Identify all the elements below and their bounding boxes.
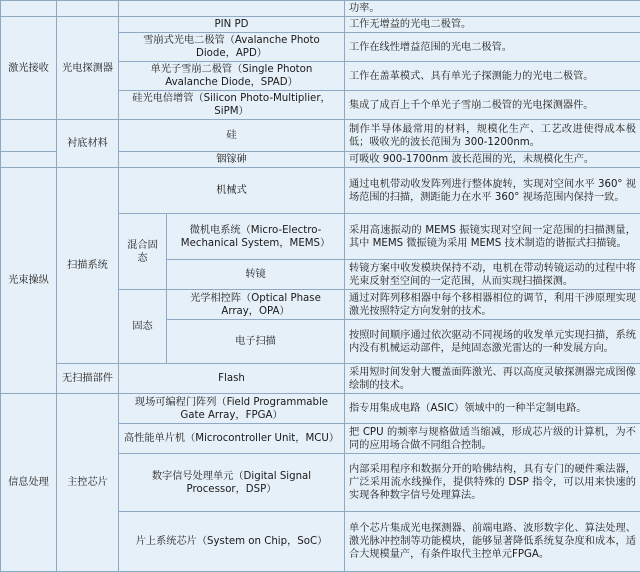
item-cell: 单光子雪崩二极管（Single Photon Avalanche Diode，SPAD） bbox=[119, 62, 345, 91]
table-row bbox=[1, 364, 640, 394]
item-cell: 机械式 bbox=[119, 168, 345, 214]
cell-empty bbox=[57, 1, 119, 17]
item-cell: 片上系统芯片（System on Chip，SoC） bbox=[119, 512, 345, 572]
subcategory-cell: 衬底材料 bbox=[57, 120, 119, 168]
description-cell: 转镜方案中收发模块保持不动，电机在带动转镜运动的过程中将光束反射至空间的一定范围，从而实现扫描探测。 bbox=[345, 260, 640, 290]
description-cell: 功率。 bbox=[345, 1, 640, 17]
item-cell: 光学相控阵（Optical Phase Array，OPA） bbox=[167, 290, 345, 320]
description-cell: 工作在盖革模式、具有单光子探测能力的光电二极管。 bbox=[345, 62, 640, 91]
description-cell: 通过电机带动收发阵列进行整体旋转，实现对空间水平 360° 视场范围的扫描，测距能力在水平 360° 视场范围内保持一致。 bbox=[345, 168, 640, 214]
cell-empty bbox=[119, 1, 345, 17]
subcategory-cell: 扫描系统 bbox=[57, 168, 119, 364]
description-cell: 集成了成百上千个单光子雪崩二极管的光电探测器件。 bbox=[345, 91, 640, 120]
cell-empty bbox=[1, 120, 57, 152]
description-cell: 按照时间顺序通过依次驱动不同视场的收发单元实现扫描，系统内没有机械运动部件，是纯固态激光雷达的一种发展方向。 bbox=[345, 320, 640, 364]
cell-empty bbox=[1, 152, 57, 168]
description-cell: 通过对阵列移相器中每个移相器相位的调节，利用干涉原理实现激光按照特定方向发射的技术。 bbox=[345, 290, 640, 320]
item-cell: 微机电系统（Micro-Electro-Mechanical System，MEMS） bbox=[167, 214, 345, 260]
subcategory-cell: 光电探测器 bbox=[57, 17, 119, 120]
type-cell: 混合固态 bbox=[119, 214, 167, 290]
description-cell: 制作半导体最常用的材料，规模化生产、工艺改进使得成本极低；吸收光的波长范围为 300-1200nm。 bbox=[345, 120, 640, 152]
subcategory-cell: 无扫描部件 bbox=[57, 364, 119, 394]
item-cell: PIN PD bbox=[119, 17, 345, 33]
description-cell: 工作在线性增益范围的光电二极管。 bbox=[345, 33, 640, 62]
subcategory-cell: 主控芯片 bbox=[57, 394, 119, 572]
description-cell: 指专用集成电路（ASIC）领域中的一种半定制电路。 bbox=[345, 394, 640, 424]
item-cell: 数字信号处理单元（Digital Signal Processor，DSP） bbox=[119, 454, 345, 512]
cell-empty bbox=[1, 1, 57, 17]
item-cell: 高性能单片机（Microcontroller Unit，MCU） bbox=[119, 424, 345, 454]
table-row bbox=[1, 168, 640, 214]
category-cell: 光束操纵 bbox=[1, 168, 57, 394]
category-cell: 激光接收 bbox=[1, 17, 57, 120]
type-cell: 固态 bbox=[119, 290, 167, 364]
item-cell: 铟镓砷 bbox=[119, 152, 345, 168]
description-cell: 把 CPU 的频率与规格做适当缩减，形成芯片级的计算机，为不同的应用场合做不同组合控制。 bbox=[345, 424, 640, 454]
description-cell: 单个芯片集成光电探测器、前端电路、波形数字化、算法处理、激光脉冲控制等功能模块，能够显著降低系统复杂度和成本，适合大规模量产，有条件取代主控单元FPGA。 bbox=[345, 512, 640, 572]
item-cell: 雪崩式光电二极管（Avalanche Photo Diode，APD） bbox=[119, 33, 345, 62]
table-row bbox=[1, 394, 640, 424]
description-cell: 采用高速振动的 MEMS 振镜实现对空间一定范围的扫描测量，其中 MEMS 微振镜为采用 MEMS 技术制造的谐振式扫描镜。 bbox=[345, 214, 640, 260]
item-cell: Flash bbox=[119, 364, 345, 394]
table-row bbox=[1, 120, 640, 152]
table-row bbox=[1, 1, 640, 17]
item-cell: 转镜 bbox=[167, 260, 345, 290]
description-cell: 内部采用程序和数据分开的哈佛结构，具有专门的硬件乘法器，广泛采用流水线操作，提供特殊的 DSP 指令，可以用来快速的实现各种数字信号处理算法。 bbox=[345, 454, 640, 512]
description-cell: 工作无增益的光电二极管。 bbox=[345, 17, 640, 33]
category-cell: 信息处理 bbox=[1, 394, 57, 572]
item-cell: 硅 bbox=[119, 120, 345, 152]
item-cell: 电子扫描 bbox=[167, 320, 345, 364]
item-cell: 硅光电倍增管（Silicon Photo-Multiplier，SiPM） bbox=[119, 91, 345, 120]
description-cell: 采用短时间发射大覆盖面阵激光、再以高度灵敏探测器完成图像绘制的技术。 bbox=[345, 364, 640, 394]
item-cell: 现场可编程门阵列（Field Programmable Gate Array，FPGA） bbox=[119, 394, 345, 424]
table-row bbox=[1, 17, 640, 33]
description-cell: 可吸收 900-1700nm 波长范围的光，未规模化生产。 bbox=[345, 152, 640, 168]
